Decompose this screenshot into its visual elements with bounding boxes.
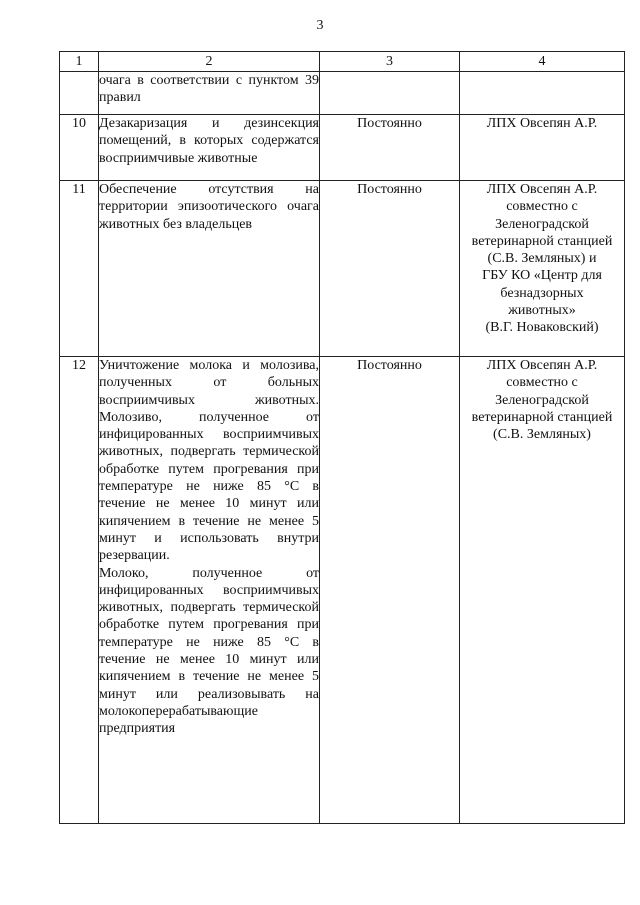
responsible-cell [460,181,625,357]
row-number [60,72,99,115]
term-cell: Постоянно [320,115,460,181]
row-number: 12 [60,357,99,824]
term-cell: Постоянно [320,357,460,824]
responsible-line: совместно с [506,199,578,215]
responsible-cell [460,72,625,115]
measure-cell [99,357,320,824]
responsible-line: совместно с [506,375,578,391]
measure-cell [99,115,320,181]
measure-cell [99,72,320,115]
responsible-line: ЛПХ Овсепян А.Р. [486,182,598,197]
measure-text: Молоко, полученное от инфицированных восприимчивых животных, подвергать термической обработке путем прогревания при температуре не ниже 85 °С в течение не менее 10 минут или кипячением в течение не менее 5 минут или реализовывать на молокоперерабатывающие предприятия [99,565,319,737]
table-row [60,357,625,824]
page-number: 3 [316,18,324,33]
responsible-line: (С.В. Земляных) [493,427,591,443]
measure-text: Уничтожение молока и молозива, полученных от больных восприимчивых животных. Молозиво, полученное от инфицированных восприимчивых животных, подвергать термической обработке путем прогревания при температуре не ниже 85 °С в течение не менее 10 минут или кипячением в течение не менее 5 минут и использовать внутри резервации. [99,358,319,564]
table-header-row [60,52,625,72]
responsible-line: ветеринарной станцией [471,409,613,425]
responsible-line: (В.Г. Новаковский) [485,320,599,336]
responsible-line: ЛПХ Овсепян А.Р. [486,358,598,373]
responsible-line: Зеленоградской [495,392,589,408]
header-cell-3: 3 [320,52,460,72]
measure-text: очага в соответствии с пунктом 39 правил [99,73,319,106]
row-number: 10 [60,115,99,181]
table-row [60,115,625,181]
header-cell-1: 1 [60,52,99,72]
table-row-continuation [60,72,625,115]
responsible-line: животных» [508,303,576,319]
responsible-line: ветеринарной станцией [471,233,613,249]
table-row [60,181,625,357]
responsible-line: ЛПХ Овсепян А.Р. [486,116,598,131]
measures-table [59,51,625,824]
header-cell-4: 4 [460,52,625,72]
responsible-line: Зеленоградской [495,216,589,232]
measure-text: Дезакаризация и дезинсекция помещений, в которых содержатся восприимчивые животные [99,116,319,166]
measure-cell [99,181,320,357]
row-number: 11 [60,181,99,357]
responsible-cell [460,115,625,181]
term-cell [320,72,460,115]
measure-text: Обеспечение отсутствия на территории эпизоотического очага животных без владельцев [99,182,319,232]
responsible-line: ГБУ КО «Центр для [482,268,602,284]
responsible-cell [460,357,625,824]
header-cell-2: 2 [99,52,320,72]
responsible-line: безнадзорных [500,285,584,301]
term-cell: Постоянно [320,181,460,357]
responsible-line: (С.В. Земляных) и [487,251,597,267]
